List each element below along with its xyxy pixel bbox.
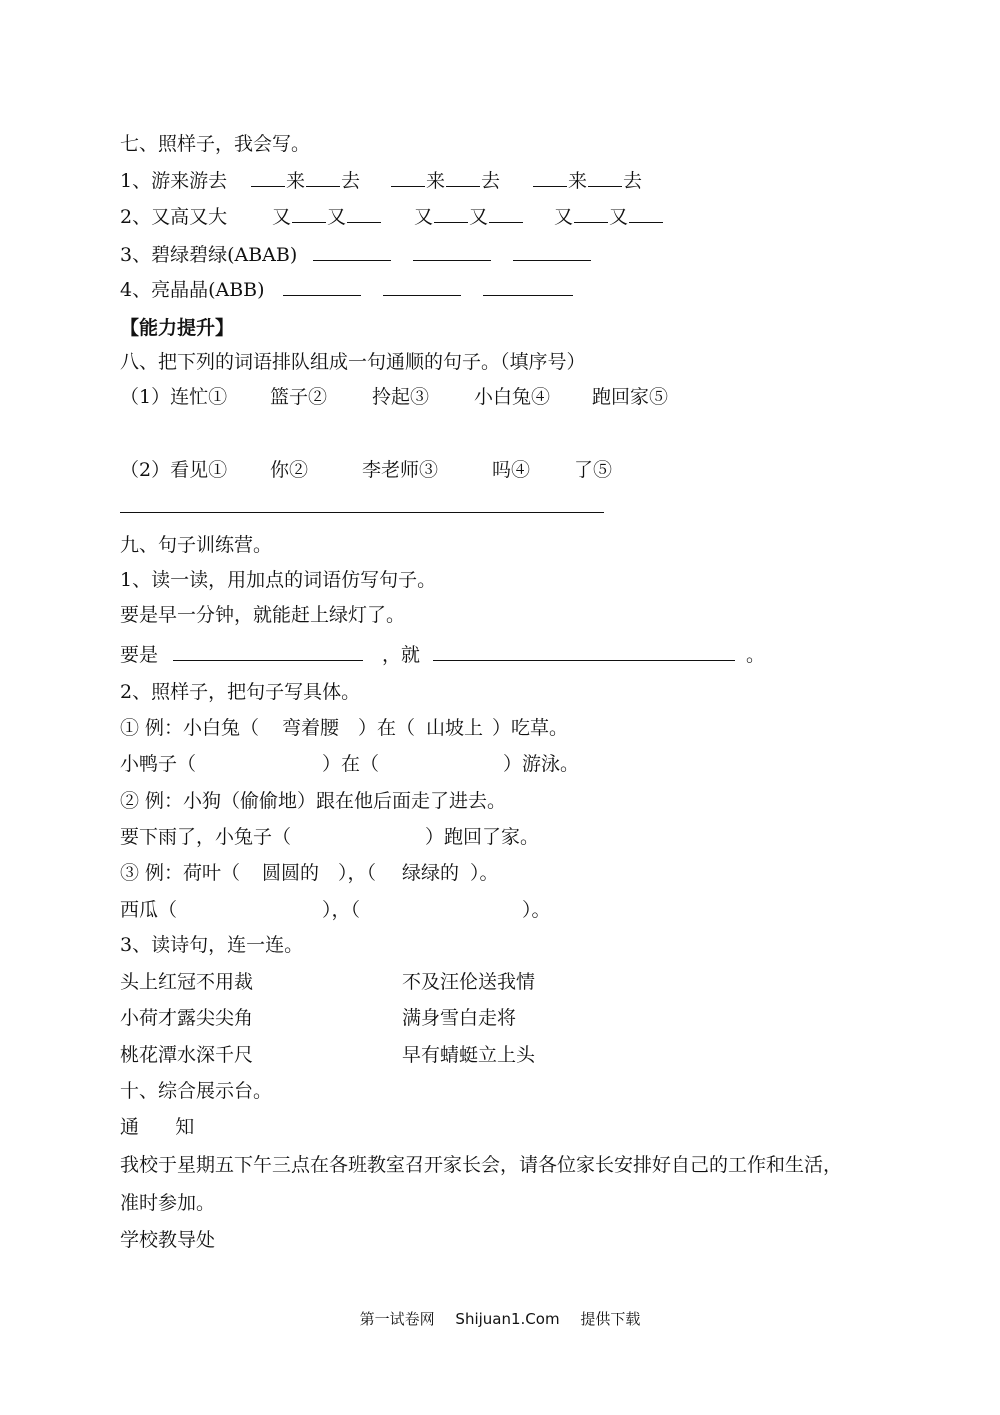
- word: 去: [341, 170, 361, 192]
- section-9-title: 九、句子训练营。: [120, 534, 273, 556]
- footer-domain-link[interactable]: Shijuan1.Com: [455, 1310, 560, 1328]
- example-text: ① 例：小白兔（: [120, 717, 260, 739]
- s9-example-2: ② 例：小狗（偷偷地）跟在他后面走了进去。: [120, 790, 507, 812]
- notice-body-line-2: 准时参加。: [120, 1192, 216, 1214]
- s7-q3: [120, 240, 620, 270]
- fill-text: ）在（: [322, 753, 380, 775]
- poem-left[interactable]: 头上红冠不用裁: [120, 971, 254, 993]
- blank[interactable]: [513, 240, 591, 261]
- example-text: ），（: [338, 862, 377, 884]
- s7-q2-item: [554, 202, 664, 232]
- blank[interactable]: [251, 166, 285, 187]
- blank[interactable]: [391, 166, 425, 187]
- blank[interactable]: [434, 202, 468, 223]
- s9-fill-2: [120, 822, 560, 852]
- blank[interactable]: [383, 275, 461, 296]
- poem-row: [120, 1003, 560, 1033]
- s7-q2-label: 2、又高又大: [120, 206, 228, 228]
- fill-text: 小鸭子（: [120, 753, 197, 775]
- word: 来: [426, 170, 446, 192]
- s7-q1-label: 1、游来游去: [120, 170, 228, 192]
- example-text: 弯着腰: [282, 717, 340, 739]
- footer-site: 第一试卷网: [359, 1310, 435, 1328]
- s9-q3-title: 3、读诗句，连一连。: [120, 934, 304, 956]
- example-text: ）在（: [358, 717, 416, 739]
- word: 去: [481, 170, 501, 192]
- blank[interactable]: [433, 640, 735, 661]
- s7-q1-item: [250, 166, 360, 196]
- fill-text: 。: [746, 644, 766, 666]
- word-item: 了⑤: [574, 459, 613, 481]
- s9-q1-example: 要是早一分钟，就能赶上绿灯了。: [120, 604, 406, 626]
- poem-right[interactable]: 不及汪伦送我情: [402, 971, 536, 993]
- notice-body-line-1: 我校于星期五下午三点在各班教室召开家长会，请各位家长安排好自己的工作和生活，: [120, 1154, 843, 1176]
- example-text: ③ 例：荷叶（: [120, 862, 241, 884]
- blank[interactable]: [347, 202, 381, 223]
- fill-text: ）。: [522, 899, 551, 921]
- footer-suffix: 提供下载: [580, 1310, 641, 1328]
- s7-q4-label: 4、亮晶晶(ABB): [120, 279, 265, 301]
- section-10-title: 十、综合展示台。: [120, 1080, 273, 1102]
- word-item: 李老师③: [362, 459, 439, 481]
- poem-right[interactable]: 早有蜻蜓立上头: [402, 1044, 536, 1066]
- word: 又: [609, 206, 629, 228]
- blank[interactable]: [489, 202, 523, 223]
- s7-q1-item: [532, 166, 642, 196]
- s7-q1-item: [390, 166, 500, 196]
- example-text: ）。: [470, 862, 499, 884]
- s9-q1-title: 1、读一读，用加点的词语仿写句子。: [120, 569, 437, 591]
- blank[interactable]: [629, 202, 663, 223]
- word-item: 吗④: [492, 459, 531, 481]
- poem-row: [120, 967, 560, 997]
- s9-fill-3: [120, 895, 580, 925]
- ability-section-title: 【能力提升】: [120, 317, 235, 339]
- section-7-title: 七、照样子，我会写。: [120, 133, 311, 155]
- blank[interactable]: [306, 166, 340, 187]
- poem-right[interactable]: 满身雪白走将: [402, 1007, 517, 1029]
- word: 又: [414, 206, 434, 228]
- page-footer: [0, 1308, 1000, 1329]
- blank[interactable]: [446, 166, 480, 187]
- notice-signature: 学校教导处: [120, 1229, 216, 1251]
- blank[interactable]: [283, 275, 361, 296]
- example-text: ）吃草。: [492, 717, 569, 739]
- s7-q4: [120, 275, 600, 305]
- word: 又: [272, 206, 292, 228]
- word-item: （1）连忙①: [120, 386, 228, 408]
- poem-left[interactable]: 桃花潭水深千尺: [120, 1044, 254, 1066]
- word: 去: [623, 170, 643, 192]
- s9-example-1: [120, 713, 580, 743]
- fill-text: 要是: [120, 644, 159, 666]
- s7-q2-item: [414, 202, 524, 232]
- blank[interactable]: [313, 240, 391, 261]
- fill-text: ）游泳。: [503, 753, 580, 775]
- blank[interactable]: [574, 202, 608, 223]
- example-text: 圆圆的: [262, 862, 320, 884]
- notice-title: 通 知: [120, 1116, 195, 1138]
- s7-q2-item: [272, 202, 382, 232]
- answer-line[interactable]: [120, 512, 604, 513]
- example-text: 山坡上: [426, 717, 484, 739]
- word: 又: [327, 206, 347, 228]
- word-item: 篮子②: [270, 386, 328, 408]
- fill-text: ）跑回了家。: [425, 826, 540, 848]
- example-text: 绿绿的: [402, 862, 460, 884]
- blank[interactable]: [173, 640, 363, 661]
- poem-left[interactable]: 小荷才露尖尖角: [120, 1007, 254, 1029]
- s9-example-3: [120, 858, 540, 888]
- s7-q2: [120, 202, 690, 232]
- word-item: 拎起③: [372, 386, 430, 408]
- s7-q1: [120, 166, 680, 196]
- s9-fill-1: [120, 749, 610, 779]
- blank[interactable]: [483, 275, 573, 296]
- fill-text: ，就: [382, 644, 421, 666]
- word: 来: [286, 170, 306, 192]
- section-8-title: 八、把下列的词语排队组成一句通顺的句子。（填序号）: [120, 351, 586, 373]
- blank[interactable]: [413, 240, 491, 261]
- s9-q1-fill: [120, 640, 770, 670]
- fill-text: 要下雨了，小兔子（: [120, 826, 292, 848]
- word: 来: [568, 170, 588, 192]
- word-item: 小白兔④: [474, 386, 551, 408]
- word-item: 你②: [270, 459, 309, 481]
- word: 又: [469, 206, 489, 228]
- s8-row-2: [120, 455, 640, 485]
- blank[interactable]: [588, 166, 622, 187]
- fill-text: ），（: [322, 899, 361, 921]
- poem-row: [120, 1040, 560, 1070]
- blank[interactable]: [533, 166, 567, 187]
- word-item: 跑回家⑤: [592, 386, 669, 408]
- s9-q2-title: 2、照样子，把句子写具体。: [120, 681, 361, 703]
- blank[interactable]: [292, 202, 326, 223]
- word: 又: [554, 206, 574, 228]
- s8-row-1: [120, 382, 700, 412]
- s7-q3-label: 3、碧绿碧绿(ABAB): [120, 244, 298, 266]
- fill-text: 西瓜（: [120, 899, 178, 921]
- word-item: （2）看见①: [120, 459, 228, 481]
